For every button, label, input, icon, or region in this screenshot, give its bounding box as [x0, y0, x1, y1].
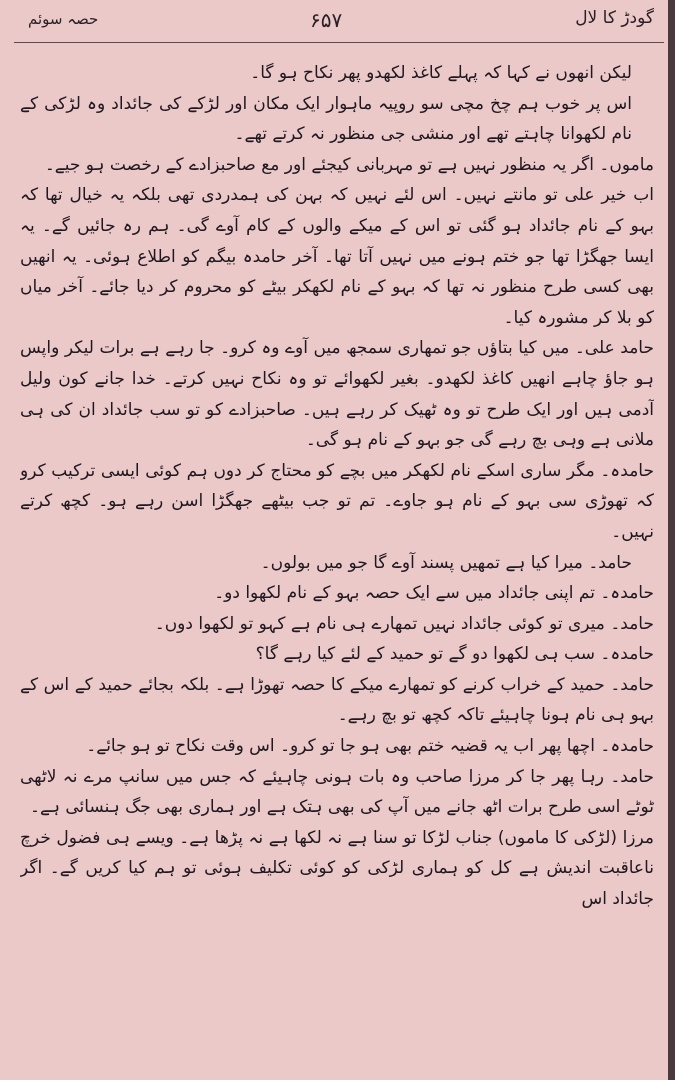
paragraph: حامدہ۔ تم اپنی جائداد میں سے ایک حصہ بہو کے نام لکھوا دو۔ [214, 583, 654, 604]
paragraph: حامد۔ میرا کیا ہے تمھیں پسند آوے گا جو میں بولوں۔ [260, 552, 632, 573]
section-label: حصہ سوئم [28, 10, 99, 28]
paragraph: اس پر خوب ہم چخ مچی سو روپیہ ماہوار ایک مکان اور لڑکے کی جائداد وہ لڑکی کے نام لکھوانا چاہتے تھے اور منشی جی منظور نہ کرتے تھے۔ [20, 93, 632, 145]
page-header [0, 0, 668, 52]
page-binding-edge [668, 0, 675, 1080]
paragraph: مرزا (لڑکی کا ماموں) جناب لڑکا تو سنا ہے نہ لکھا ہے نہ پڑھا ہے۔ ویسے ہی فضول خرچ ناعاقبت اندیش ہے کل کو ہماری لڑکی کو کوئی تکلیف ہوئی تو ہم کیا کریں گے۔ اگر جائداد اس [20, 827, 654, 910]
paragraph: لیکن انھوں نے کہا کہ پہلے کاغذ لکھدو پھر نکاح ہو گا۔ [250, 63, 632, 83]
page-body [20, 58, 654, 1070]
paragraph: حامدہ۔ سب ہی لکھوا دو گے تو حمید کے لئے کیا رہے گا؟ [255, 644, 654, 665]
paragraph: حامد۔ حمید کے خراب کرنے کو تمھارے میکے کا حصہ تھوڑا ہے۔ بلکہ بجائے حمید کے اس کے بہو ہی نام ہونا چاہیئے تاکہ کچھ تو بچ رہے۔ [20, 674, 654, 726]
paragraph: حامد۔ میری تو کوئی جائداد نہیں تمھارے ہی نام ہے کہو تو لکھوا دوں۔ [154, 613, 654, 634]
book-title: گودڑ کا لال [575, 8, 654, 28]
paragraph: حامدہ۔ اچھا پھر اب یہ قضیہ ختم بھی ہو جا تو کرو۔ اس وقت نکاح تو ہو جائے۔ [86, 736, 654, 757]
paragraph: ماموں۔ اگر یہ منظور نہیں ہے تو مہربانی کیجئے اور مع صاحبزادے کے رخصت ہو جیے۔ [44, 154, 654, 175]
paragraph: اب خیر علی تو مانتے نہیں۔ اس لئے نہیں کہ بہن کی ہمدردی تھی بلکہ یہ خیال تھا کہ بہو کے نام جائداد ہو گئی تو اس کے میکے والوں کے کام آوے گی۔ ہم رہ جائیں گے۔ یہ ایسا جھگڑا تھا جو ختم ہونے میں نہیں آتا تھا۔ آخر حامدہ بیگم کو اطلاع ہوئی۔ یہ انھیں بھی کسی طرح منظور نہ تھا کہ بہو کے نام لکھکر بیٹے کو محروم کر دیا جائے۔ آخر میاں کو بلا کر مشورہ کیا۔ [20, 185, 654, 328]
paragraph: حامد علی۔ میں کیا بتاؤں جو تمھاری سمجھ میں آوے وہ کرو۔ جا رہے ہے برات لیکر واپس ہو جاؤ چاہے انھیں کاغذ لکھدو۔ بغیر لکھوائے تو وہ نکاح نہیں کرتے۔ خدا جانے کون ولیل آدمی ہیں اور ایک طرح تو وہ ٹھیک کر رہے ہیں۔ صاحبزادے کو تو سب جائداد ان کی ہی ملانی ہے وہی بچ رہے گی جو بہو کے نام ہو گی۔ [20, 338, 654, 451]
paragraph: حامدہ۔ مگر ساری اسکے نام لکھکر میں بچے کو محتاج کر دوں ہم کوئی ایسی ترکیب کرو کہ تھوڑی سی بہو کے نام ہو جاوے۔ تم تو جب بیٹھے جھگڑا اسن رہے ہو۔ کچھ کرتے نہیں۔ [20, 460, 654, 542]
header-divider [14, 42, 664, 43]
paragraph: حامد۔ رہا پھر جا کر مرزا صاحب وہ بات ہونی چاہیئے کہ جس میں سانپ مرے نہ لاٹھی ٹوٹے اسی طرح برات اٹھ جانے میں آپ کی بھی ہتک ہے اور ہماری بھی جگ ہنسائی ہے۔ [20, 766, 654, 818]
page-number: ۶۵۷ [310, 8, 343, 32]
